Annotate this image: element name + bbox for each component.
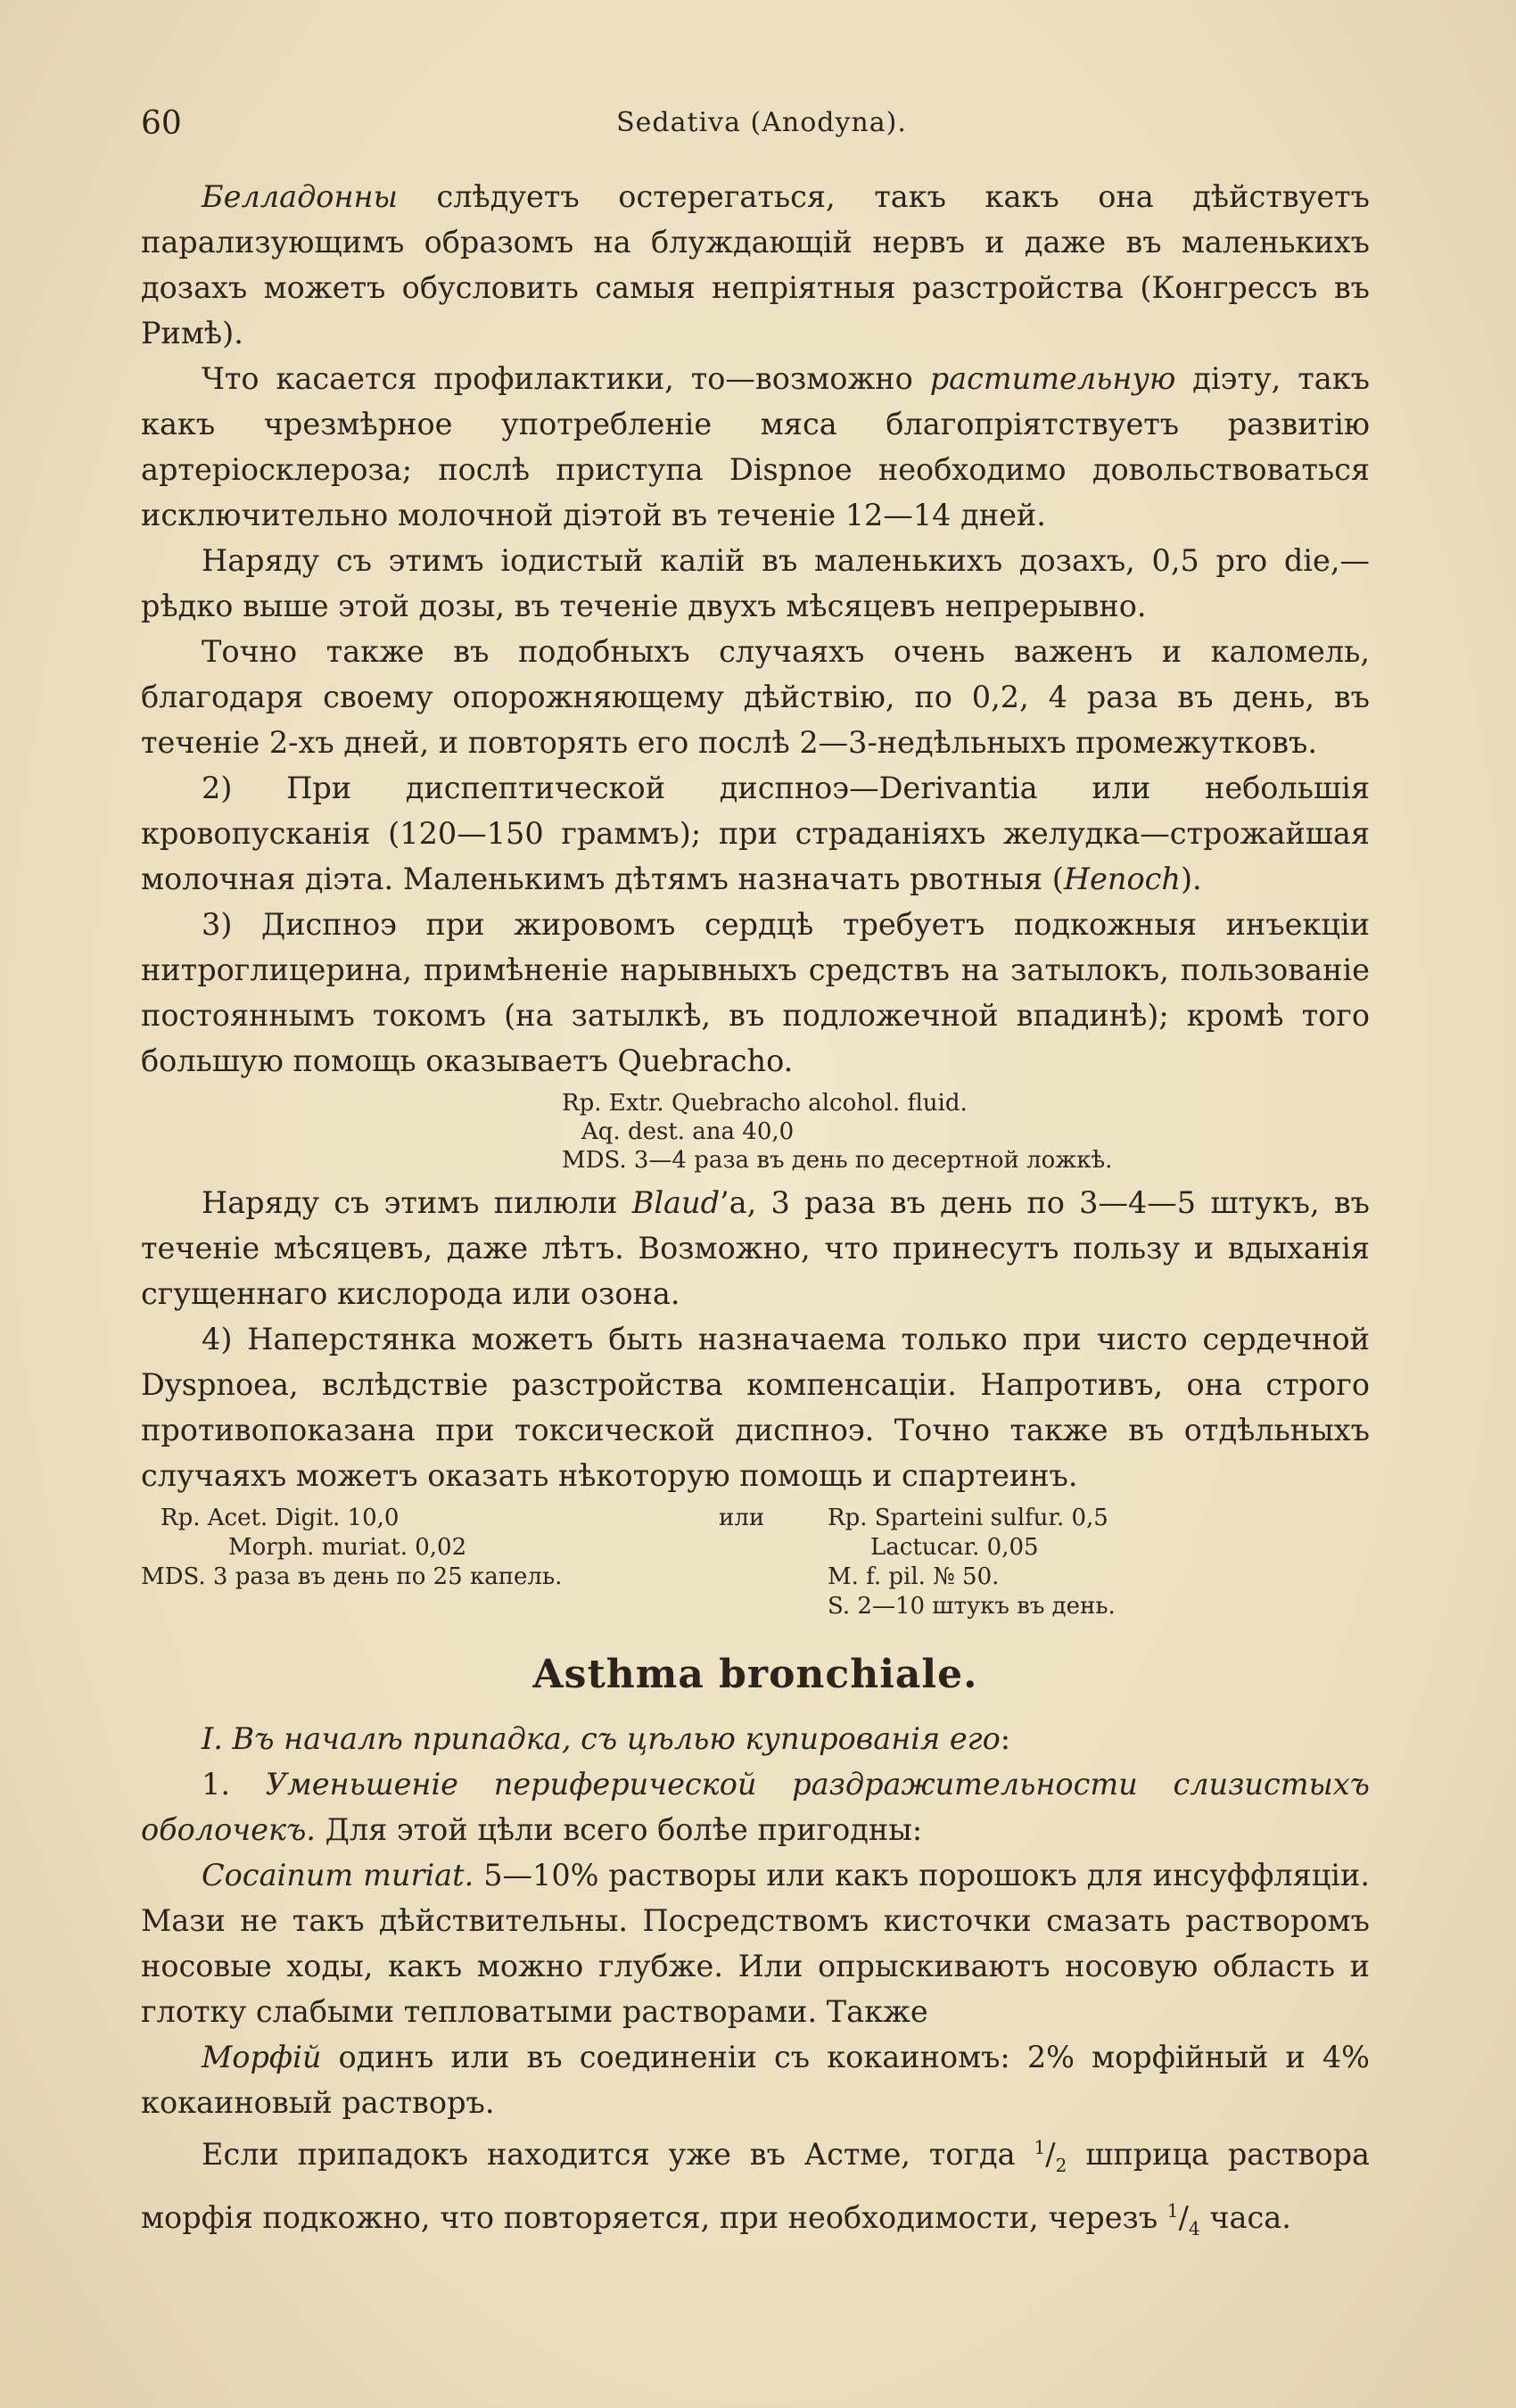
prescription-quebracho (141, 1089, 1370, 1175)
italic-term: Cocainum muriat. (202, 1858, 474, 1893)
paragraph-calomel: Точно также въ подобныхъ случаяхъ очень важенъ и каломель, благодаря своему опорожняющему дѣйствію, по 0,2, 4 раза въ день, въ теченіе 2-хъ дней, и повторять его послѣ 2—3-недѣльныхъ промежутковъ. (141, 634, 1370, 760)
rx-line: Aq. dest. ana 40,0 (581, 1118, 795, 1145)
paragraph-text: Если припадокъ находится уже въ Астме, тогда (202, 2137, 1034, 2173)
fraction-numerator: 1 (1166, 2199, 1179, 2222)
rx-line: S. 2—10 штукъ въ день. (828, 1593, 1116, 1620)
paragraph-cocaine (141, 1852, 1370, 2034)
rx-line: MDS. 3 раза въ день по 25 капель. (141, 1563, 563, 1590)
body-text (141, 174, 1370, 2252)
paragraph-morphine (141, 2034, 1370, 2125)
paragraph-text: одинъ или въ соединеніи съ кокаиномъ: 2% морфійный и 4% кокаиновый растворъ. (141, 2040, 1370, 2120)
running-title: Sedativa (Anodyna). (616, 107, 907, 138)
rx-or-label: или (719, 1505, 765, 1531)
paragraph-fatty-heart: 3) Диспноэ при жировомъ сердцѣ требуетъ подкожныя инъекціи нитроглицерина, примѣненіе нарывныхъ средствъ на затылокъ, пользованіе постояннымъ токомъ (на затылкѣ, въ подложечной впадинѣ); кромѣ того большую помощь оказываетъ Quebracho. (141, 907, 1370, 1078)
page-header (141, 105, 1382, 141)
prescription-sparteine (828, 1504, 1116, 1621)
paragraph-belladonna (141, 174, 1370, 356)
fraction-numerator: 1 (1034, 2137, 1046, 2158)
paragraph-text: діэту, такъ какъ чрезмѣрное употребленіе мяса благопріятствуетъ развитію артеріосклероза; послѣ приступа Dispnoe необходимо довольствоваться исключительно молочной діэтой въ теченіе 12—14 дней. (141, 361, 1370, 532)
paragraph-dyspeptic (141, 765, 1370, 902)
italic-term: Blaud (631, 1185, 721, 1220)
rx-line: Morph. muriat. 0,02 (228, 1534, 467, 1561)
paragraph-text: 2) При диспептической диспноэ—Derivantia или небольшія кровопусканія (120—150 граммъ); при страданіяхъ желудка—строжайшая молочная діэта. Маленькимъ дѣтямъ назначать рвотныя ( (141, 771, 1370, 896)
fraction-denominator: 2 (1055, 2154, 1067, 2176)
rx-line: Rp. Sparteini sulfur. 0,5 (828, 1505, 1108, 1531)
paragraph-text: 1. (202, 1767, 266, 1802)
rx-line: Rp. Acet. Digit. 10,0 (161, 1505, 400, 1531)
paragraph-text: шприца раствора морфія подкожно, что повторяется, при необходимости, черезъ (141, 2137, 1370, 2235)
italic-term: растительную (929, 361, 1176, 396)
paragraph-digitalis: 4) Наперстянка можетъ быть назначаема только при чисто сердечной Dyspnoea, вслѣдствіе разстройства компенсаціи. Напротивъ, она строго противопоказана при токсической диспноэ. Точно также въ отдѣльныхъ случаяхъ можетъ оказать нѣкоторую помощь и спартеинъ. (141, 1322, 1370, 1493)
italic-term: Уменьшеніе периферической раздражительности слизистыхъ оболочекъ. (141, 1767, 1370, 1847)
italic-term: Белладонны (202, 179, 398, 214)
rx-line: MDS. 3—4 раза въ день по десертной ложкѣ. (562, 1147, 1113, 1174)
prescription-digitalis (141, 1504, 562, 1592)
rx-line: M. f. pil. № 50. (828, 1563, 1000, 1590)
paragraph-text: 5—10% растворы или какъ порошокъ для инсуффляціи. Мази не такъ дѣйствительны. Посредствомъ кисточки смазать растворомъ носовые ходы, какъ можно глубже. Или опрыскиваютъ носовую область и глотку слабыми тепловатыми растворами. Также (141, 1858, 1370, 2029)
paragraph-text: Наряду съ этимъ пилюли (202, 1185, 632, 1220)
fraction-denominator: 4 (1188, 2217, 1200, 2239)
rx-line: Lactucar. 0,05 (870, 1534, 1039, 1561)
paragraph-text: ). (1180, 862, 1202, 896)
paragraph-blaud (141, 1180, 1370, 1316)
paragraph-text: Для этой цѣли всего болѣе пригодны: (315, 1812, 923, 1847)
italic-term: Морфій (202, 2040, 322, 2074)
paragraph-iodide: Наряду съ этимъ іодистый калій въ маленькихъ дозахъ, 0,5 pro die,—рѣдко выше этой дозы, въ теченіе двухъ мѣсяцевъ непрерывно. (141, 543, 1370, 623)
paragraph-prophylaxis (141, 356, 1370, 538)
paragraph-text: ’а, 3 раза въ день по 3—4—5 штукъ, въ теченіе мѣсяцевъ, даже лѣтъ. Возможно, что принесутъ пользу и вдыханія сгущеннаго кислорода или озона. (141, 1185, 1370, 1311)
paragraph-reduce (141, 1761, 1370, 1852)
italic-term: I. Въ началѣ припадка, съ цѣлью купированія его (202, 1721, 1001, 1756)
italic-term: Henoch (1063, 862, 1181, 896)
paragraph-onset (141, 1716, 1370, 1761)
prescription-pair (141, 1504, 1370, 1637)
page-number: 60 (141, 105, 182, 142)
paragraph-text: слѣдуетъ остерегаться, такъ какъ она дѣйствуетъ парализующимъ образомъ на блуждающій нервъ и даже въ маленькихъ дозахъ можетъ обусловить самыя непріятныя разстройства (Конгрессъ въ Римѣ). (141, 179, 1370, 350)
paragraph-asthma-attack: Если припадокъ находится уже въ Астме, тогда $^1/_2$ шприца раствора морфія подкожно, что повторяется, при необходимости, черезъ $^1/_4$ часа. (141, 2137, 1370, 2239)
paragraph-text: часа. (1199, 2200, 1291, 2235)
paragraph-text: Что касается профилактики, то—возможно (202, 361, 930, 396)
paragraph-text: : (1000, 1721, 1011, 1756)
rx-line: Rp. Extr. Quebracho alcohol. fluid. (562, 1090, 968, 1117)
section-title: Asthma bronchiale. (532, 1652, 978, 1697)
